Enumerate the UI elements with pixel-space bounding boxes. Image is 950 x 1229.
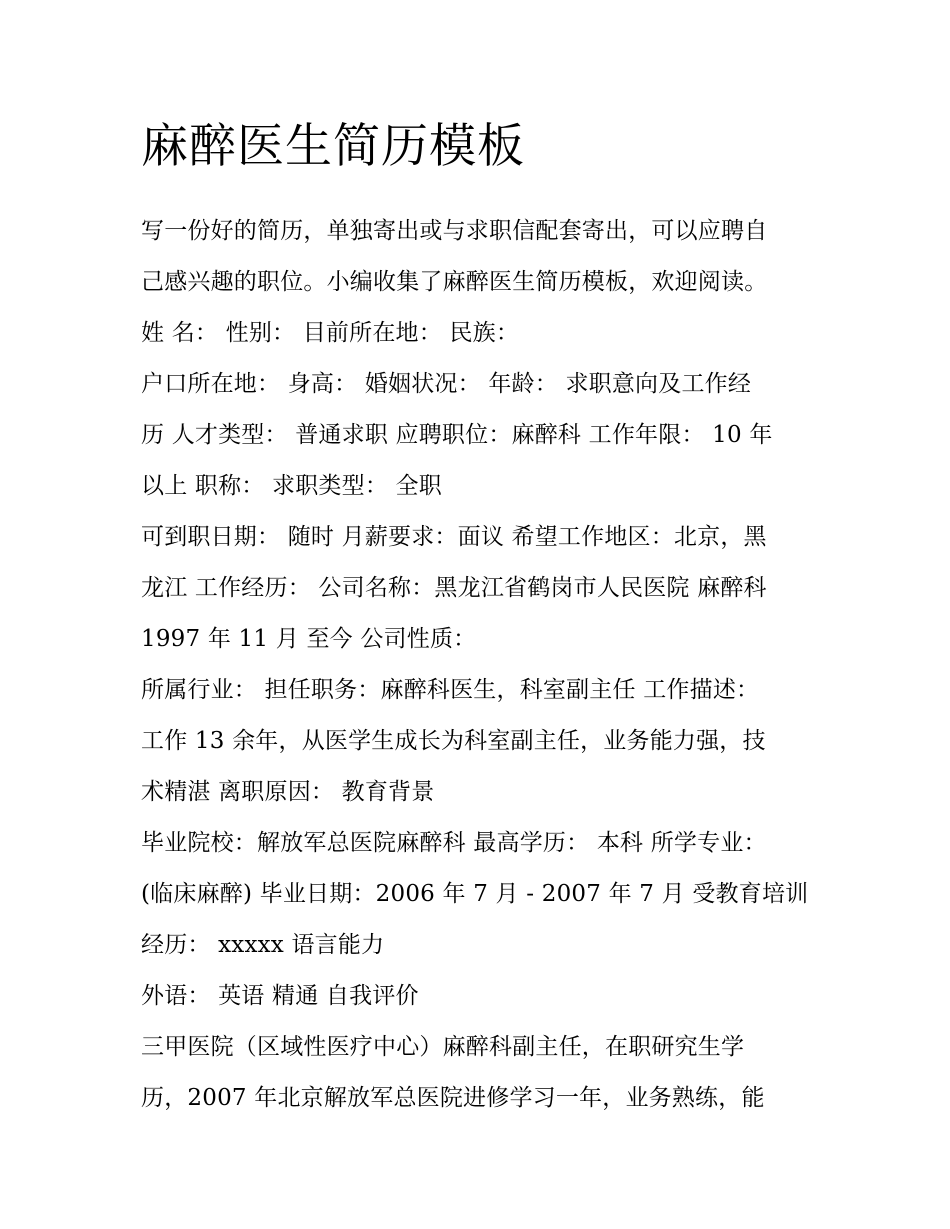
text-line: 己感兴趣的职位。小编收集了麻醉医生简历模板，欢迎阅读。 bbox=[141, 269, 768, 295]
document-text bbox=[141, 206, 821, 1124]
document-title: 麻醉医生简历模板 bbox=[141, 119, 525, 174]
text-line: 外语： 英语 精通 自我评价 bbox=[141, 983, 419, 1009]
text-line: 所属行业： 担任职务：麻醉科医生，科室副主任 工作描述： bbox=[141, 677, 760, 703]
text-line: 姓 名： 性别： 目前所在地： 民族： bbox=[141, 320, 520, 346]
text-line: 术精湛 离职原因： 教育背景 bbox=[141, 779, 435, 805]
text-line: 可到职日期： 随时 月薪要求：面议 希望工作地区：北京，黑 bbox=[141, 524, 767, 550]
text-line: 以上 职称： 求职类型： 全职 bbox=[141, 473, 442, 499]
text-line: 工作 13 余年，从医学生成长为科室副主任，业务能力强，技 bbox=[141, 728, 766, 754]
text-line: (临床麻醉) 毕业日期：2006 年 7 月 - 2007 年 7 月 受教育培训 bbox=[141, 881, 809, 907]
text-line: 三甲医院（区域性医疗中心）麻醉科副主任，在职研究生学 bbox=[141, 1034, 745, 1060]
text-line: 历 人才类型： 普通求职 应聘职位：麻醉科 工作年限： 10 年 bbox=[141, 422, 773, 448]
text-line: 经历： xxxxx 语言能力 bbox=[141, 932, 385, 958]
text-line: 龙江 工作经历： 公司名称：黑龙江省鹤岗市人民医院 麻醉科 bbox=[141, 575, 767, 601]
document-body bbox=[141, 118, 821, 1124]
text-line: 户口所在地： 身高： 婚姻状况： 年龄： 求职意向及工作经 bbox=[141, 371, 752, 397]
text-line: 1997 年 11 月 至今 公司性质： bbox=[141, 626, 477, 652]
text-line: 毕业院校：解放军总医院麻醉科 最高学历： 本科 所学专业： bbox=[141, 830, 767, 856]
text-line: 历，2007 年北京解放军总医院进修学习一年，业务熟练，能 bbox=[141, 1085, 765, 1111]
text-line: 写一份好的简历，单独寄出或与求职信配套寄出，可以应聘自 bbox=[141, 218, 768, 244]
